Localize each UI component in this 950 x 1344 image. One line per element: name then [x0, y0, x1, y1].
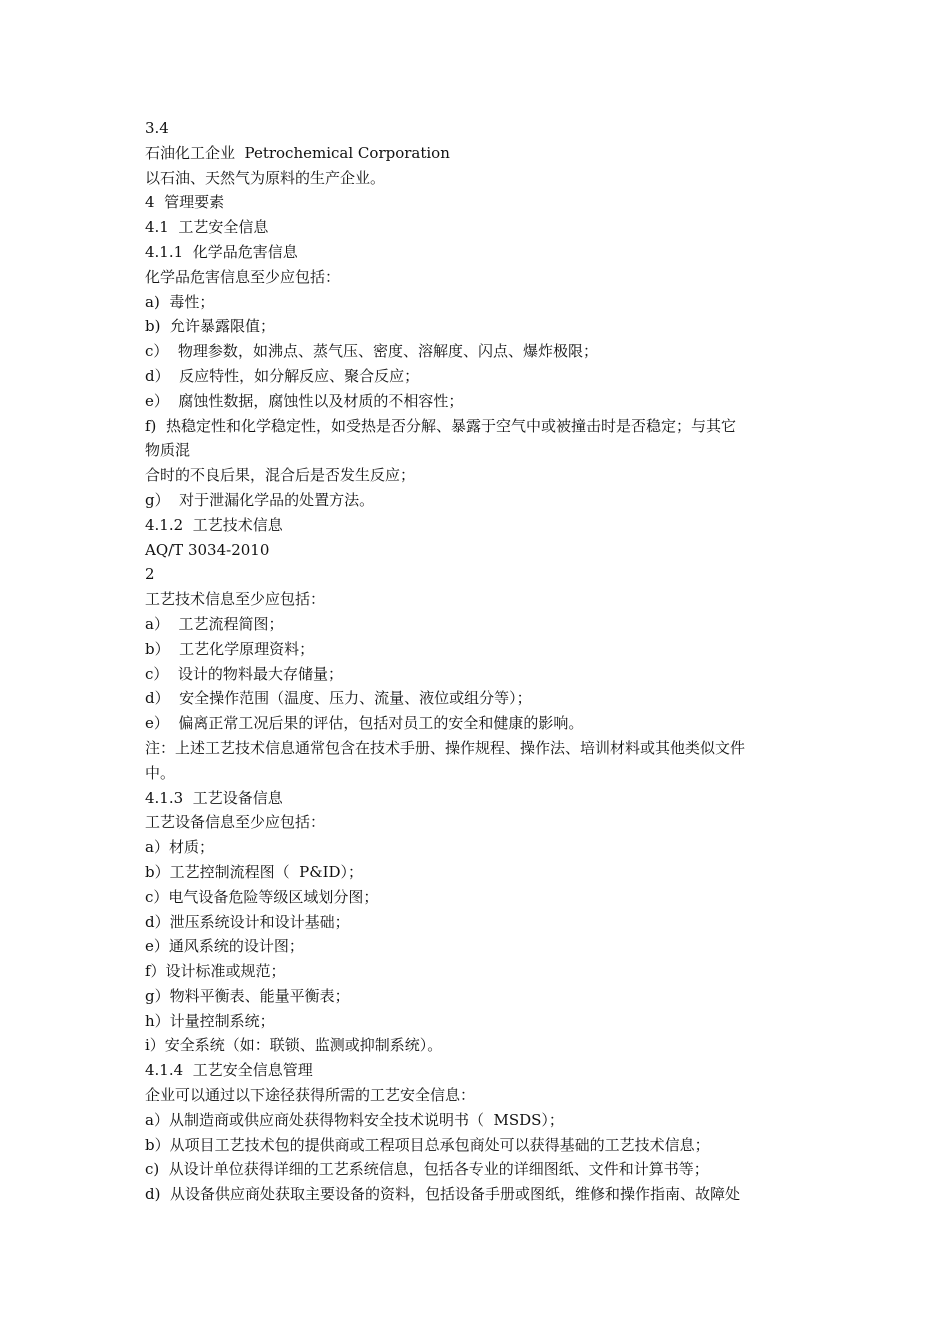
- list-item: a) 毒性；: [145, 292, 215, 311]
- list-item: c） 设计的物料最大存储量；: [145, 664, 343, 683]
- list-item: a） 工艺流程简图；: [145, 614, 284, 633]
- page-header: AQ/T 3034-2010: [145, 540, 270, 559]
- list-item: c） 物理参数，如沸点、蒸气压、密度、溶解度、闪点、爆炸极限；: [145, 342, 598, 361]
- subsection-heading: 4.1.4 工艺安全信息管理: [145, 1061, 313, 1080]
- list-item: e） 偏离正常工况后果的评估，包括对员工的安全和健康的影响。: [145, 714, 584, 733]
- paragraph: 化学品危害信息至少应包括：: [145, 267, 341, 286]
- subsection-heading: 4.1.1 化学品危害信息: [145, 242, 298, 261]
- list-item: f) 热稳定性和化学稳定性，如受热是否分解、暴露于空气中或被撞击时是否稳定；与其它: [145, 416, 736, 435]
- list-item: b） 工艺化学原理资料；: [145, 639, 315, 658]
- term-title: 石油化工企业 Petrochemical Corporation: [145, 143, 450, 162]
- list-item: f）设计标准或规范；: [145, 962, 286, 981]
- paragraph: 企业可以通过以下途径获得所需的工艺安全信息：: [145, 1086, 476, 1105]
- note: 注：上述工艺技术信息通常包含在技术手册、操作规程、操作法、培训材料或其他类似文件: [145, 738, 746, 757]
- subsection-heading: 4.1.3 工艺设备信息: [145, 788, 283, 807]
- list-item-continuation: 合时的不良后果，混合后是否发生反应；: [145, 466, 416, 485]
- list-item: e） 腐蚀性数据，腐蚀性以及材质的不相容性；: [145, 391, 464, 410]
- section-number: 3.4: [145, 119, 169, 137]
- list-item: b）工艺控制流程图（ P&ID）；: [145, 862, 364, 881]
- list-item: g）物料平衡表、能量平衡表；: [145, 986, 350, 1005]
- section-heading: 4.1 工艺安全信息: [145, 218, 269, 237]
- list-item: d）泄压系统设计和设计基础；: [145, 912, 350, 931]
- paragraph: 工艺设备信息至少应包括：: [145, 813, 326, 832]
- list-item: d） 安全操作范围（温度、压力、流量、液位或组分等）；: [145, 689, 532, 708]
- list-item: b) 允许暴露限值；: [145, 317, 275, 336]
- list-item: c）电气设备危险等级区域划分图；: [145, 887, 379, 906]
- paragraph: 工艺技术信息至少应包括：: [145, 590, 326, 609]
- list-item: h）计量控制系统；: [145, 1011, 275, 1030]
- term-definition: 以石油、天然气为原料的生产企业。: [145, 168, 386, 187]
- document-body: [145, 116, 815, 1207]
- section-heading: 4 管理要素: [145, 193, 225, 212]
- note-continuation: 中。: [145, 763, 176, 782]
- list-item: d) 从设备供应商处获取主要设备的资料，包括设备手册或图纸，维修和操作指南、故障处: [145, 1185, 740, 1204]
- list-item: a）从制造商或供应商处获得物料安全技术说明书（ MSDS）；: [145, 1110, 564, 1129]
- subsection-heading: 4.1.2 工艺技术信息: [145, 515, 283, 534]
- list-item: i）安全系统（如：联锁、监测或抑制系统）。: [145, 1036, 443, 1055]
- list-item-continuation: 物质混: [145, 441, 191, 460]
- list-item: e）通风系统的设计图；: [145, 937, 304, 956]
- page-number: 2: [145, 565, 155, 584]
- list-item: g） 对于泄漏化学品的处置方法。: [145, 490, 375, 509]
- list-item: d） 反应特性，如分解反应、聚合反应；: [145, 366, 420, 385]
- list-item: b）从项目工艺技术包的提供商或工程项目总承包商处可以获得基础的工艺技术信息；: [145, 1135, 710, 1154]
- list-item: a）材质；: [145, 838, 214, 857]
- list-item: c) 从设计单位获得详细的工艺系统信息，包括各专业的详细图纸、文件和计算书等；: [145, 1160, 709, 1179]
